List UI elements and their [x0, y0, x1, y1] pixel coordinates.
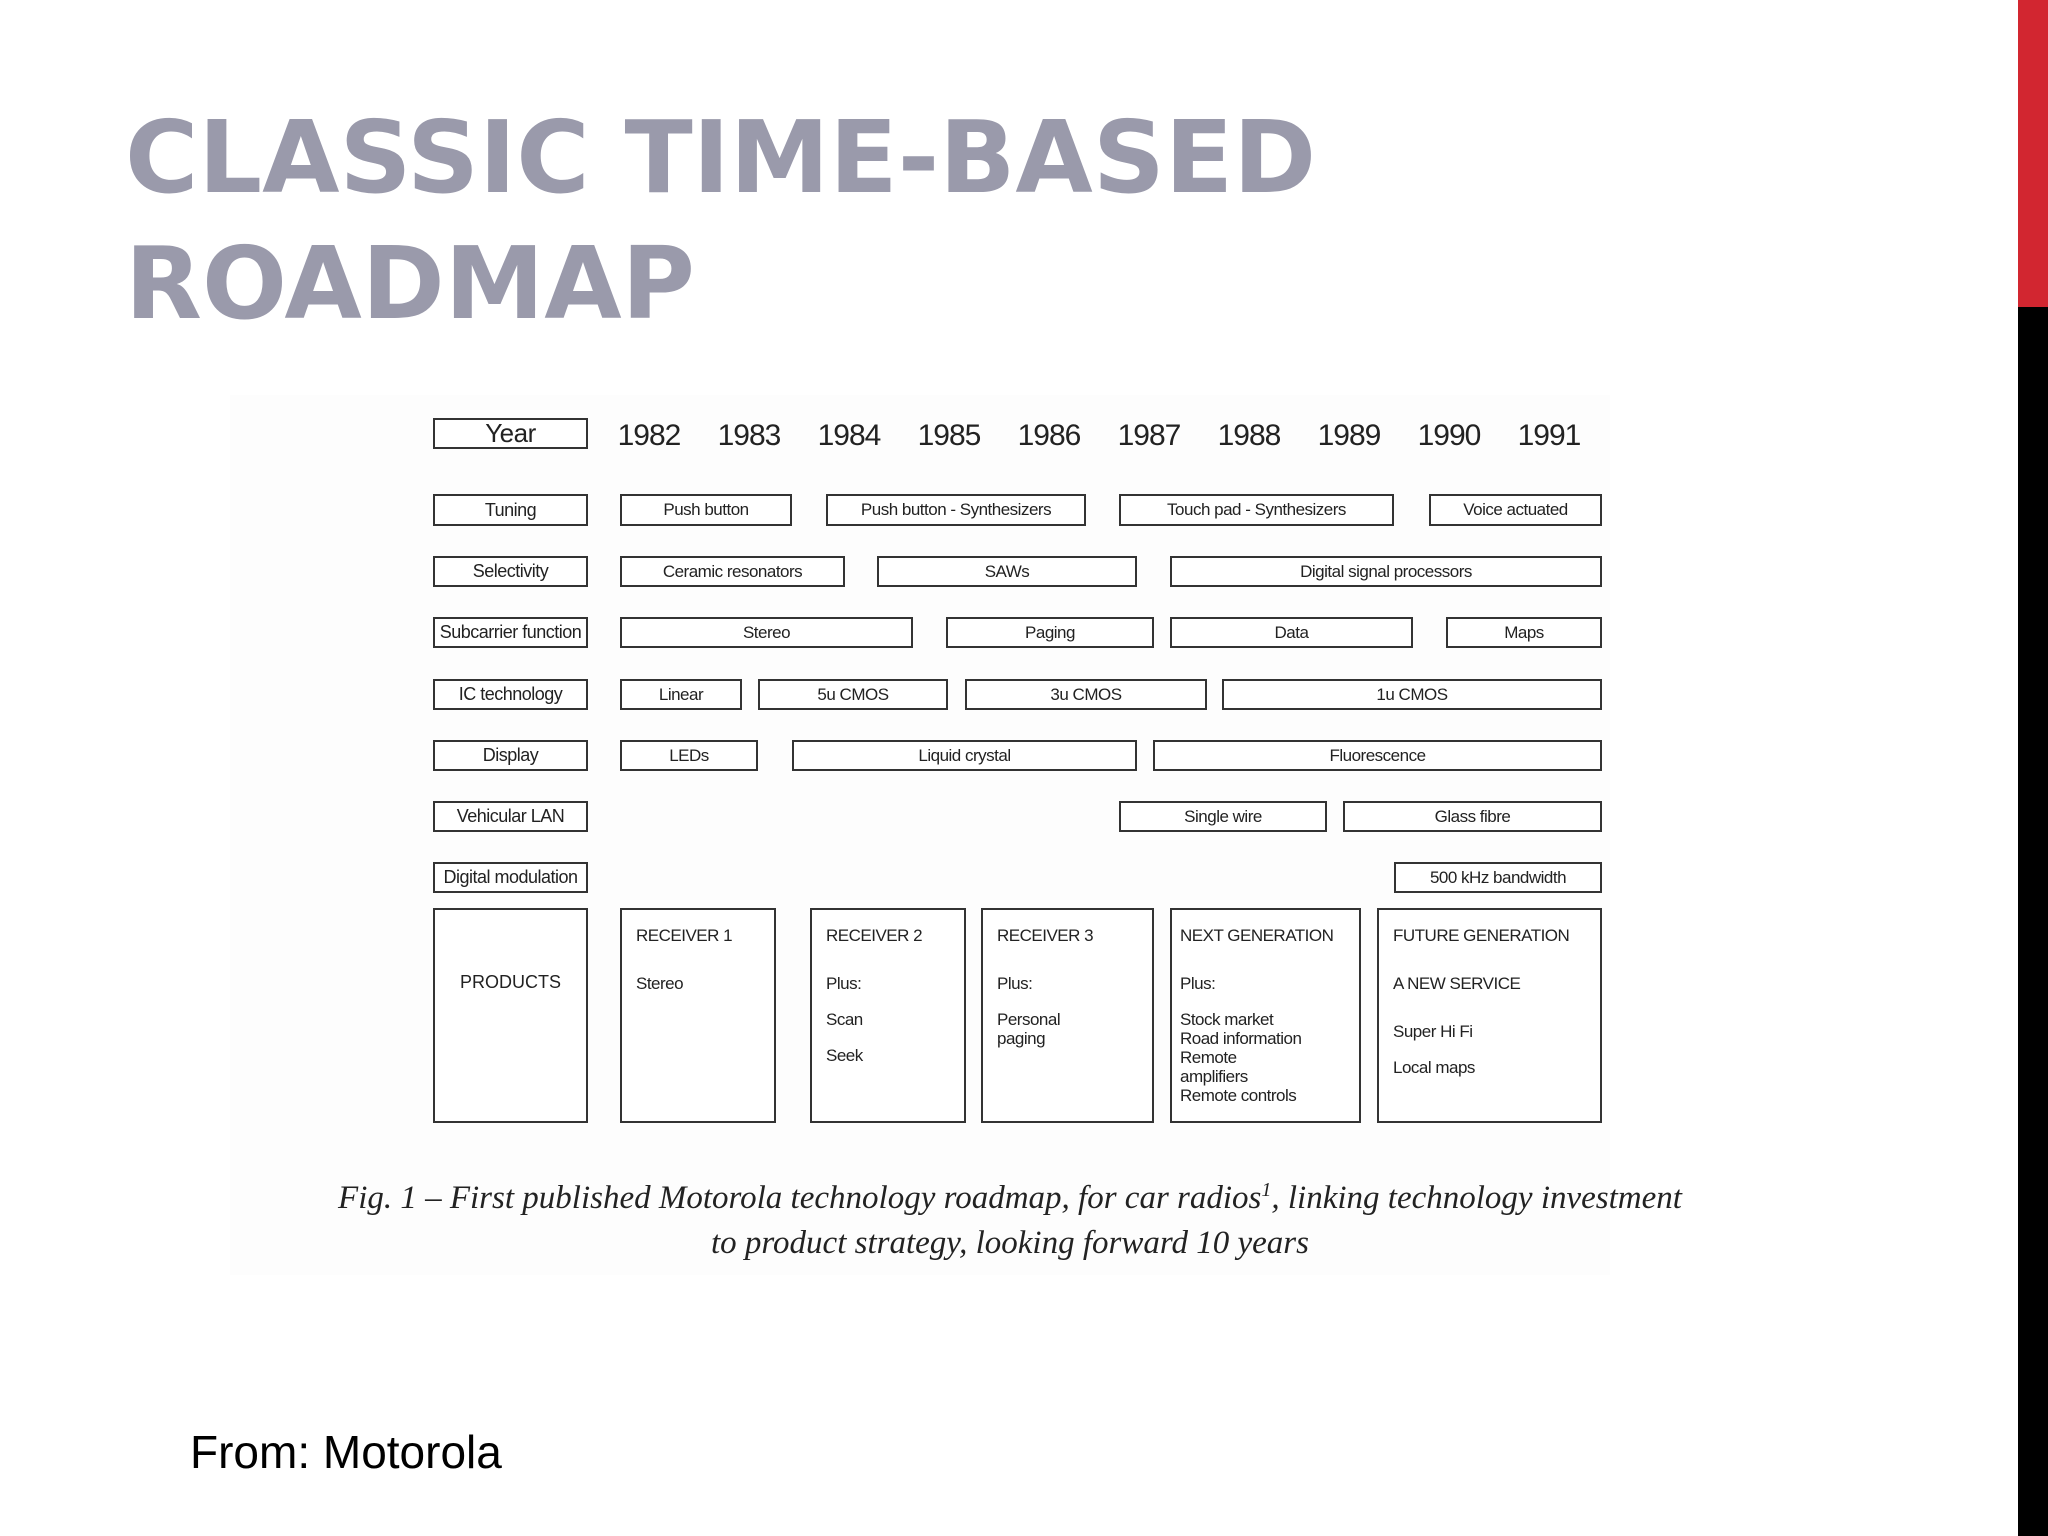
slide-title-line2: ROADMAP: [125, 225, 695, 342]
roadmap-bar: LEDs: [620, 740, 758, 771]
accent-bar-red: [2018, 0, 2048, 307]
product-line: paging: [997, 1029, 1046, 1048]
roadmap-bar: Glass fibre: [1343, 801, 1602, 832]
product-line: Plus:: [997, 974, 1033, 993]
product-title: RECEIVER 1: [636, 926, 733, 945]
year-1983: 1983: [717, 419, 781, 452]
year-1988: 1988: [1217, 419, 1281, 452]
roadmap-bar: Push button: [620, 494, 792, 526]
product-receiver-2: [810, 908, 966, 1123]
caption-line-1: [230, 1168, 1790, 1221]
row-label-tuning: Tuning: [433, 494, 588, 526]
roadmap-bar: Liquid crystal: [792, 740, 1137, 771]
roadmap-bar: 5u CMOS: [758, 679, 948, 710]
row-label-vehicular-lan: Vehicular LAN: [433, 801, 588, 832]
year-1982: 1982: [617, 419, 681, 452]
product-receiver-1: [620, 908, 776, 1123]
product-line: Scan: [826, 1010, 863, 1029]
year-1987: 1987: [1117, 419, 1181, 452]
year-1991: 1991: [1517, 419, 1581, 452]
roadmap-bar: Push button - Synthesizers: [826, 494, 1086, 526]
row-label-ic-technology: IC technology: [433, 679, 588, 710]
roadmap-bar: Touch pad - Synthesizers: [1119, 494, 1394, 526]
accent-bar-black: [2018, 307, 2048, 1536]
year-label: Year: [433, 418, 588, 449]
roadmap-bar: Stereo: [620, 617, 913, 648]
roadmap-bar: 3u CMOS: [965, 679, 1207, 710]
roadmap-bar: Maps: [1446, 617, 1602, 648]
product-line: Personal: [997, 1010, 1061, 1029]
product-next-generation: [1170, 908, 1361, 1123]
roadmap-bar: Single wire: [1119, 801, 1327, 832]
product-title: RECEIVER 2: [826, 926, 923, 945]
roadmap-bar: SAWs: [877, 556, 1137, 587]
slide-title: [125, 95, 1625, 347]
product-line: Seek: [826, 1046, 863, 1065]
product-line: Plus:: [826, 974, 862, 993]
row-label-selectivity: Selectivity: [433, 556, 588, 587]
roadmap-figure: [230, 395, 1610, 1275]
row-label-display: Display: [433, 740, 588, 771]
row-label-subcarrier-function: Subcarrier function: [433, 617, 588, 648]
roadmap-bar: Linear: [620, 679, 742, 710]
roadmap-bar: Ceramic resonators: [620, 556, 845, 587]
product-line: Road information: [1180, 1029, 1302, 1048]
product-line: Super Hi Fi: [1393, 1022, 1473, 1041]
product-line: A NEW SERVICE: [1393, 974, 1521, 993]
product-title: NEXT GENERATION: [1180, 926, 1334, 945]
roadmap-bar: Digital signal processors: [1170, 556, 1602, 587]
roadmap-bar: 500 kHz bandwidth: [1394, 862, 1602, 893]
year-1985: 1985: [917, 419, 981, 452]
product-future-generation: [1377, 908, 1602, 1123]
product-line: Stock market: [1180, 1010, 1274, 1029]
figure-caption: [230, 1168, 1790, 1266]
roadmap-bar: Paging: [946, 617, 1154, 648]
product-title: RECEIVER 3: [997, 926, 1094, 945]
source-credit: From: Motorola: [190, 1426, 502, 1478]
caption-text: Fig. 1 – First published Motorola technology roadmap, for car radios: [338, 1180, 1262, 1216]
product-line: Stereo: [636, 974, 684, 993]
year-1984: 1984: [817, 419, 881, 452]
year-1986: 1986: [1017, 419, 1081, 452]
caption-footnote-marker: 1: [1261, 1179, 1272, 1201]
roadmap-bar: 1u CMOS: [1222, 679, 1602, 710]
product-line: Remote: [1180, 1048, 1237, 1067]
product-line: amplifiers: [1180, 1067, 1248, 1086]
product-title: FUTURE GENERATION: [1393, 926, 1570, 945]
product-line: Local maps: [1393, 1058, 1475, 1077]
product-line: Remote controls: [1180, 1086, 1297, 1105]
year-1990: 1990: [1417, 419, 1481, 452]
product-line: Plus:: [1180, 974, 1216, 993]
product-receiver-3: [981, 908, 1154, 1123]
caption-line-2: to product strategy, looking forward 10 years: [711, 1225, 1309, 1261]
caption-text: , linking technology investment: [1271, 1180, 1682, 1216]
roadmap-bar: Data: [1170, 617, 1413, 648]
year-1989: 1989: [1317, 419, 1381, 452]
slide-title-line1: CLASSIC TIME-BASED: [125, 99, 1317, 216]
products-label: PRODUCTS: [433, 908, 588, 1123]
roadmap-bar: Voice actuated: [1429, 494, 1602, 526]
roadmap-bar: Fluorescence: [1153, 740, 1602, 771]
row-label-digital-modulation: Digital modulation: [433, 862, 588, 893]
